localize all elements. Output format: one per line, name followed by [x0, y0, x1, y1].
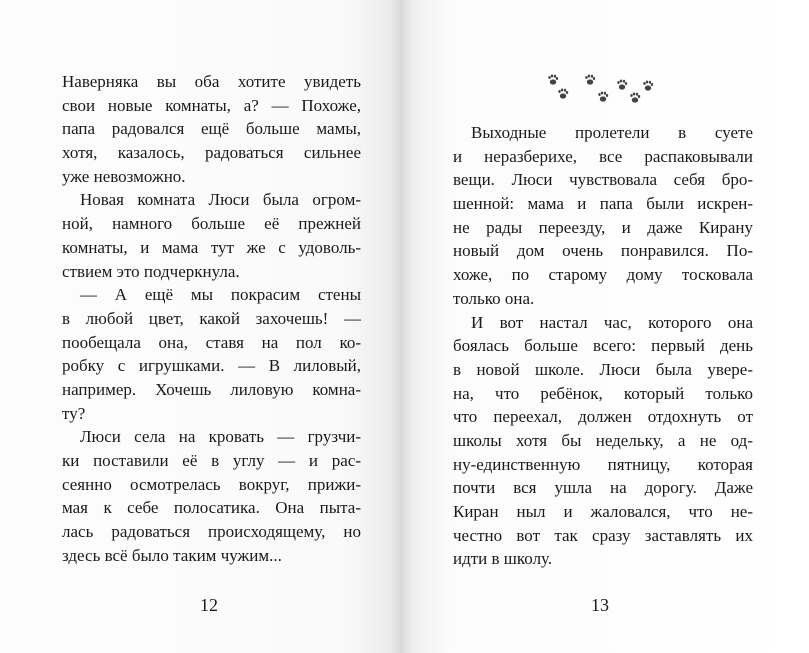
text-line: вещи. Люси чувствовала себя бро- [453, 170, 753, 190]
text-line: на, что ребёнок, который только [453, 383, 753, 403]
text-line: лась радоваться происходящему, но [62, 522, 361, 542]
text-line: И вот настал час, которого она [471, 312, 753, 332]
text-line: Люси села на кровать — грузчи- [80, 427, 361, 447]
paw-prints-ornament [545, 72, 655, 112]
text-line: ной, намного больше её прежней [62, 214, 361, 234]
text-line: уже невозможно. [62, 166, 186, 186]
text-line: Новая комната Люси была огром- [80, 190, 361, 210]
right-page-text [453, 121, 753, 571]
text-line: только она. [453, 288, 535, 308]
text-line: новый дом очень понравился. По- [453, 241, 753, 261]
text-line: в новой школе. Люси была увере- [453, 359, 753, 379]
right-page [402, 0, 809, 653]
text-line: в любой цвет, какой захочешь! — [62, 308, 361, 328]
paw-icon [585, 75, 595, 85]
text-line: мая к себе полосатика. Она пыта- [62, 498, 361, 518]
text-line: комнаты, и мама тут же с удоволь- [62, 237, 361, 257]
text-line: идти в школу. [453, 549, 553, 569]
text-line: пообещала она, ставя на пол ко- [62, 332, 361, 352]
text-line: Выходные пролетели в суете [471, 123, 753, 142]
paw-icon [630, 93, 640, 103]
text-line: хоже, по старому дому тосковала [453, 265, 753, 285]
text-line: например. Хочешь лиловую комна- [62, 379, 361, 399]
text-line: сеянно осмотрелась вокруг, прижи- [62, 474, 361, 494]
text-line: папа радовался ещё больше мамы, [62, 119, 361, 139]
text-line: честно вот так сразу заставлять их [453, 525, 753, 545]
text-line: Киран ныл и жаловался, что не- [453, 502, 753, 521]
text-line: школы хотя бы недельку, а не од- [453, 430, 753, 450]
paw-icon [558, 89, 568, 99]
text-line: ствием это подчеркнула. [62, 261, 240, 281]
text-line: что переехал, должен отдохнуть от [453, 407, 753, 427]
text-line: не рады переезду, и даже Кирану [453, 217, 753, 237]
paw-icon [617, 80, 627, 90]
paw-icon [643, 81, 653, 91]
text-line: свои новые комнаты, а? — Похоже, [62, 95, 361, 115]
text-line: боялась больше всего: первый день [453, 336, 753, 356]
text-line: и неразберихе, все распаковывали [453, 146, 753, 166]
text-line: ту? [62, 403, 86, 423]
left-page-text [62, 70, 361, 567]
text-line: робку с игрушками. — В лиловый, [62, 356, 361, 376]
text-line: почти вся ушла на дорогу. Даже [453, 478, 753, 498]
text-line: Наверняка вы оба хотите увидеть [62, 72, 361, 91]
paw-icon [548, 75, 558, 85]
text-line: — А ещё мы покрасим стены [80, 285, 361, 305]
page-number: 13 [591, 595, 609, 615]
text-line: хотя, казалось, радоваться сильнее [62, 143, 361, 163]
page-number: 12 [200, 595, 218, 615]
left-page [0, 0, 402, 653]
text-line: ну-единственную пятницу, которая [453, 454, 753, 474]
text-line: шенной: мама и папа были искрен- [453, 194, 753, 214]
text-line: здесь всё было таким чужим... [62, 545, 282, 565]
paw-icon [598, 92, 608, 102]
text-line: ки поставили её в углу — и рас- [62, 451, 361, 470]
